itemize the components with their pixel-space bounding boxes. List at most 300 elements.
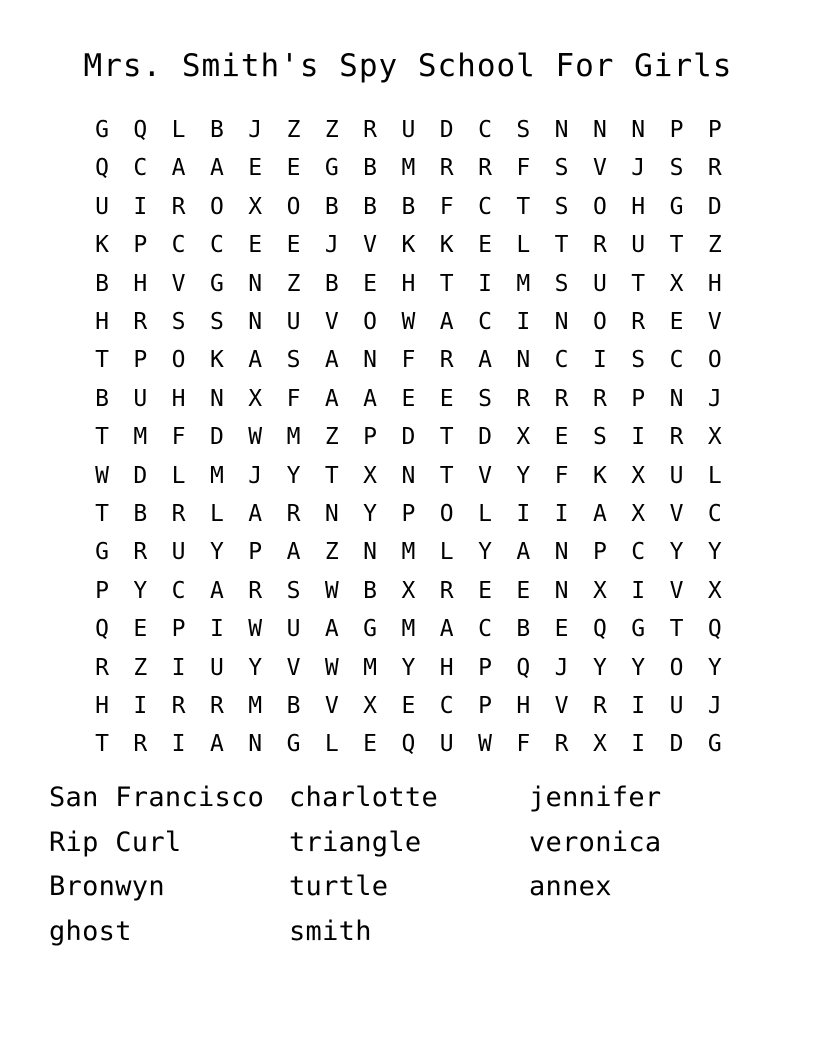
grid-letter: D <box>439 117 454 143</box>
grid-letter: R <box>363 117 378 143</box>
grid-letter: R <box>631 309 646 335</box>
grid-letter: B <box>363 577 378 604</box>
grid-letter: G <box>95 117 109 143</box>
grid-letter: H <box>631 193 646 220</box>
grid-letter: S <box>669 155 684 182</box>
grid-letter: L <box>171 462 186 489</box>
grid-letter: N <box>248 309 263 335</box>
word-list-item: Bronwyn <box>49 871 165 902</box>
grid-letter: O <box>171 347 186 374</box>
grid-letter: W <box>478 731 492 758</box>
grid-letter: R <box>133 539 148 566</box>
grid-letter: I <box>209 616 224 643</box>
grid-letter: G <box>631 616 646 643</box>
grid-letter: T <box>516 193 531 220</box>
grid-letter: K <box>439 232 454 259</box>
grid-letter: R <box>478 155 492 182</box>
grid-letter: Z <box>707 232 722 259</box>
grid-letter: E <box>248 155 263 182</box>
grid-letter: B <box>324 193 339 220</box>
grid-letter: O <box>363 309 378 335</box>
grid-letter: X <box>363 462 378 489</box>
grid-letter: Y <box>286 462 301 489</box>
grid-letter: Z <box>286 117 301 143</box>
grid-letter: E <box>669 309 684 335</box>
grid-letter: R <box>592 232 607 259</box>
grid-letter: E <box>133 616 148 643</box>
grid-letter: V <box>363 232 378 259</box>
grid-letter: D <box>401 424 416 451</box>
word-list-item: Rip Curl <box>49 826 182 858</box>
grid-letter: R <box>171 501 186 527</box>
grid-letter: R <box>133 309 148 335</box>
grid-letter: T <box>669 232 684 259</box>
grid-letter: J <box>707 385 722 412</box>
grid-letter: G <box>95 539 109 566</box>
grid-letter: P <box>95 577 109 604</box>
grid-letter: A <box>248 347 263 374</box>
grid-letter: G <box>707 731 722 758</box>
grid-letter: B <box>324 270 339 297</box>
grid-letter: N <box>631 117 646 143</box>
grid-letter: R <box>592 693 607 719</box>
grid-letter: O <box>286 193 301 220</box>
grid-letter: S <box>631 347 646 374</box>
grid-letter: Q <box>401 731 416 758</box>
word-list-item: smith <box>289 915 372 947</box>
grid-letter: W <box>95 462 109 489</box>
grid-letter: W <box>324 577 339 604</box>
grid-letter: E <box>401 693 416 719</box>
grid-letter: A <box>439 309 454 335</box>
grid-letter: H <box>439 654 454 681</box>
grid-letter: N <box>516 347 531 374</box>
grid-letter: O <box>669 654 684 681</box>
grid-letter: H <box>95 309 109 335</box>
grid-letter: P <box>401 501 416 527</box>
grid-letter: E <box>286 155 301 182</box>
grid-letter: V <box>478 462 492 489</box>
page-title: Mrs. Smith's Spy School For Girls <box>83 48 733 84</box>
grid-letter: Z <box>324 117 339 143</box>
grid-letter: S <box>286 347 301 374</box>
grid-letter: U <box>209 654 224 681</box>
word-list-item: ghost <box>49 915 132 947</box>
grid-letter: R <box>171 693 186 719</box>
grid-letter: B <box>133 501 148 527</box>
grid-letter: E <box>401 385 416 412</box>
grid-letter: N <box>554 117 569 143</box>
grid-letter: L <box>171 117 186 143</box>
grid-letter: T <box>95 501 109 527</box>
grid-letter: C <box>171 232 186 259</box>
grid-letter: R <box>554 731 569 758</box>
grid-letter: N <box>554 577 569 604</box>
grid-letter: H <box>133 270 148 297</box>
grid-letter: V <box>592 155 607 182</box>
grid-letter: I <box>478 270 492 297</box>
grid-letter: C <box>554 347 569 374</box>
grid-letter: K <box>401 232 416 259</box>
word-list-item: charlotte <box>289 782 438 813</box>
grid-letter: P <box>248 539 263 566</box>
grid-letter: R <box>439 347 454 374</box>
grid-letter: U <box>439 731 454 758</box>
grid-letter: Y <box>363 501 378 527</box>
grid-letter: U <box>669 462 684 489</box>
grid-letter: I <box>554 501 569 527</box>
grid-letter: A <box>439 616 454 643</box>
grid-letter: Z <box>286 270 301 297</box>
grid-letter: X <box>669 270 684 297</box>
grid-letter: P <box>133 232 148 259</box>
grid-letter: B <box>363 193 378 220</box>
grid-letter: B <box>516 616 531 643</box>
word-list-item: turtle <box>289 871 389 902</box>
grid-letter: H <box>707 270 722 297</box>
grid-letter: R <box>286 501 301 527</box>
grid-letter: N <box>363 539 378 566</box>
grid-letter: Q <box>707 616 722 643</box>
grid-letter: D <box>478 424 492 451</box>
grid-letter: V <box>286 654 301 681</box>
grid-letter: M <box>133 424 148 451</box>
grid-letter: T <box>669 616 684 643</box>
grid-letter: O <box>209 193 224 220</box>
grid-letter: U <box>171 539 186 566</box>
grid-letter: I <box>516 309 531 335</box>
grid-letter: P <box>171 616 186 643</box>
grid-letter: T <box>324 462 339 489</box>
grid-letter: G <box>209 270 224 297</box>
grid-letter: T <box>95 731 109 758</box>
grid-letter: L <box>516 232 531 259</box>
grid-letter: B <box>209 117 224 143</box>
grid-letter: S <box>516 117 531 143</box>
grid-letter: I <box>592 347 607 374</box>
grid-letter: M <box>401 539 416 566</box>
grid-letter: R <box>707 155 722 182</box>
grid-letter: R <box>592 385 607 412</box>
grid-letter: Y <box>631 654 646 681</box>
grid-letter: S <box>286 577 301 604</box>
grid-letter: S <box>209 309 224 335</box>
grid-letter: C <box>669 347 684 374</box>
grid-letter: M <box>401 155 416 182</box>
grid-letter: O <box>592 193 607 220</box>
grid-letter: E <box>248 232 263 259</box>
word-list-item: annex <box>529 871 612 902</box>
word-list-item: jennifer <box>529 782 662 813</box>
grid-letter: N <box>554 539 569 566</box>
grid-letter: T <box>554 232 569 259</box>
grid-letter: C <box>478 309 492 335</box>
grid-letter: D <box>707 193 722 220</box>
grid-letter: Z <box>324 424 339 451</box>
grid-letter: P <box>133 347 148 374</box>
grid-letter: U <box>669 693 684 719</box>
grid-letter: C <box>478 616 492 643</box>
grid-letter: A <box>171 155 186 182</box>
grid-letter: Y <box>401 654 416 681</box>
grid-letter: E <box>439 385 454 412</box>
grid-letter: A <box>209 155 224 182</box>
grid-letter: M <box>363 654 378 681</box>
grid-letter: N <box>592 117 607 143</box>
grid-letter: R <box>209 693 224 719</box>
grid-letter: V <box>669 577 684 604</box>
grid-letter: K <box>209 347 224 374</box>
grid-letter: A <box>324 385 339 412</box>
grid-letter: P <box>707 117 722 143</box>
grid-letter: H <box>95 693 109 719</box>
grid-letter: I <box>631 693 646 719</box>
grid-letter: S <box>554 155 569 182</box>
grid-letter: I <box>631 731 646 758</box>
grid-letter: F <box>401 347 416 374</box>
grid-letter: V <box>554 693 569 719</box>
grid-letter: L <box>209 501 224 527</box>
grid-letter: U <box>592 270 607 297</box>
grid-letter: K <box>592 462 607 489</box>
grid-letter: G <box>286 731 301 758</box>
grid-letter: B <box>286 693 301 719</box>
grid-letter: T <box>95 424 109 451</box>
grid-letter: G <box>363 616 378 643</box>
grid-letter: C <box>631 539 646 566</box>
grid-letter: R <box>133 731 148 758</box>
grid-letter: X <box>631 462 646 489</box>
grid-letter: Z <box>133 654 148 681</box>
grid-letter: A <box>248 501 263 527</box>
grid-letter: P <box>669 117 684 143</box>
grid-letter: X <box>631 501 646 527</box>
grid-letter: M <box>248 693 263 719</box>
grid-letter: E <box>478 232 492 259</box>
grid-letter: A <box>209 731 224 758</box>
grid-letter: I <box>133 193 148 220</box>
grid-letter: C <box>707 501 722 527</box>
grid-letter: U <box>401 117 416 143</box>
grid-letter: A <box>592 501 607 527</box>
grid-letter: A <box>286 539 301 566</box>
grid-letter: U <box>631 232 646 259</box>
grid-letter: X <box>248 193 263 220</box>
grid-letter: Q <box>592 616 607 643</box>
grid-letter: D <box>669 731 684 758</box>
grid-letter: P <box>592 539 607 566</box>
grid-letter: I <box>631 577 646 604</box>
grid-letter: T <box>631 270 646 297</box>
grid-letter: C <box>133 155 148 182</box>
grid-letter: X <box>363 693 378 719</box>
grid-letter: I <box>171 731 186 758</box>
grid-letter: B <box>401 193 416 220</box>
grid-letter: R <box>669 424 684 451</box>
grid-letter: Y <box>478 539 492 566</box>
grid-letter: T <box>439 270 454 297</box>
grid-letter: Y <box>516 462 531 489</box>
grid-letter: Y <box>248 654 263 681</box>
grid-letter: D <box>209 424 224 451</box>
grid-letter: I <box>171 654 186 681</box>
grid-letter: G <box>324 155 339 182</box>
grid-letter: H <box>516 693 531 719</box>
grid-letter: J <box>707 693 722 719</box>
grid-letter: F <box>171 424 186 451</box>
grid-letter: L <box>324 731 339 758</box>
grid-letter: Z <box>324 539 339 566</box>
grid-letter: L <box>478 501 492 527</box>
grid-letter: L <box>439 539 454 566</box>
grid-letter: R <box>95 654 109 681</box>
grid-letter: A <box>209 577 224 604</box>
grid-letter: L <box>707 462 722 489</box>
grid-letter: O <box>439 501 454 527</box>
grid-letter: R <box>439 577 454 604</box>
grid-letter: Q <box>95 155 109 182</box>
grid-letter: O <box>592 309 607 335</box>
grid-letter: R <box>171 193 186 220</box>
grid-letter: U <box>133 385 148 412</box>
grid-letter: O <box>707 347 722 374</box>
grid-letter: P <box>478 693 492 719</box>
grid-letter: J <box>324 232 339 259</box>
grid-letter: T <box>439 462 454 489</box>
grid-letter: R <box>248 577 263 604</box>
grid-letter: S <box>478 385 492 412</box>
grid-letter: Y <box>669 539 684 566</box>
grid-letter: N <box>401 462 416 489</box>
grid-letter: F <box>554 462 569 489</box>
grid-letter: E <box>554 424 569 451</box>
grid-letter: X <box>707 577 722 604</box>
grid-letter: X <box>401 577 416 604</box>
grid-letter: C <box>478 117 492 143</box>
grid-letter: S <box>554 270 569 297</box>
grid-letter: Q <box>133 117 148 143</box>
grid-letter: B <box>363 155 378 182</box>
grid-letter: T <box>95 347 109 374</box>
grid-letter: X <box>516 424 531 451</box>
grid-letter: C <box>439 693 454 719</box>
grid-letter: R <box>439 155 454 182</box>
grid-letter: V <box>707 309 722 335</box>
grid-letter: V <box>171 270 186 297</box>
grid-letter: M <box>401 616 416 643</box>
grid-letter: W <box>248 616 263 643</box>
grid-letter: J <box>248 462 263 489</box>
grid-letter: C <box>171 577 186 604</box>
grid-letter: B <box>95 270 109 297</box>
grid-letter: E <box>516 577 531 604</box>
grid-letter: C <box>478 193 492 220</box>
grid-letter: N <box>554 309 569 335</box>
grid-letter: S <box>171 309 186 335</box>
grid-letter: W <box>324 654 339 681</box>
grid-letter: Q <box>95 616 109 643</box>
grid-letter: F <box>286 385 301 412</box>
grid-letter: M <box>209 462 224 489</box>
grid-letter: N <box>324 501 339 527</box>
grid-letter: U <box>286 309 301 335</box>
grid-letter: A <box>478 347 492 374</box>
word-list-item: San Francisco <box>49 782 265 813</box>
word-list-item: triangle <box>289 826 422 858</box>
grid-letter: W <box>248 424 263 451</box>
grid-letter: Y <box>209 539 224 566</box>
grid-letter: G <box>669 193 684 220</box>
grid-letter: E <box>363 731 378 758</box>
grid-letter: A <box>516 539 531 566</box>
grid-letter: E <box>478 577 492 604</box>
grid-letter: F <box>516 731 531 758</box>
grid-letter: Y <box>707 539 722 566</box>
grid-letter: I <box>133 693 148 719</box>
grid-letter: J <box>554 654 569 681</box>
grid-letter: P <box>478 654 492 681</box>
grid-letter: N <box>209 385 224 412</box>
grid-letter: J <box>248 117 263 143</box>
grid-letter: A <box>324 347 339 374</box>
grid-letter: P <box>363 424 378 451</box>
grid-letter: W <box>401 309 416 335</box>
grid-letter: U <box>286 616 301 643</box>
grid-letter: C <box>209 232 224 259</box>
grid-letter: H <box>171 385 186 412</box>
grid-letter: X <box>592 731 607 758</box>
grid-letter: E <box>363 270 378 297</box>
grid-letter: Y <box>592 654 607 681</box>
grid-letter: T <box>439 424 454 451</box>
grid-letter: N <box>248 270 263 297</box>
grid-letter: N <box>669 385 684 412</box>
grid-letter: U <box>95 193 109 220</box>
grid-letter: F <box>439 193 454 220</box>
grid-letter: V <box>669 501 684 527</box>
word-list-item: veronica <box>529 826 662 858</box>
grid-letter: X <box>707 424 722 451</box>
grid-letter: N <box>363 347 378 374</box>
grid-letter: I <box>631 424 646 451</box>
grid-letter: E <box>286 232 301 259</box>
grid-letter: P <box>631 385 646 412</box>
grid-letter: A <box>324 616 339 643</box>
grid-letter: X <box>592 577 607 604</box>
grid-letter: X <box>248 385 263 412</box>
grid-letter: F <box>516 155 531 182</box>
grid-letter: S <box>592 424 607 451</box>
grid-letter: I <box>516 501 531 527</box>
grid-letter: Q <box>516 654 531 681</box>
grid-letter: Y <box>133 577 148 604</box>
grid-letter: S <box>554 193 569 220</box>
grid-letter: V <box>324 693 339 719</box>
grid-letter: E <box>554 616 569 643</box>
grid-letter: R <box>554 385 569 412</box>
grid-letter: D <box>133 462 148 489</box>
grid-letter: R <box>516 385 531 412</box>
grid-letter: M <box>286 424 301 451</box>
grid-letter: J <box>631 155 646 182</box>
grid-letter: Y <box>707 654 722 681</box>
grid-letter: A <box>363 385 378 412</box>
grid-letter: H <box>401 270 416 297</box>
grid-letter: K <box>95 232 109 259</box>
grid-letter: N <box>248 731 263 758</box>
grid-letter: B <box>95 385 109 412</box>
grid-letter: V <box>324 309 339 335</box>
